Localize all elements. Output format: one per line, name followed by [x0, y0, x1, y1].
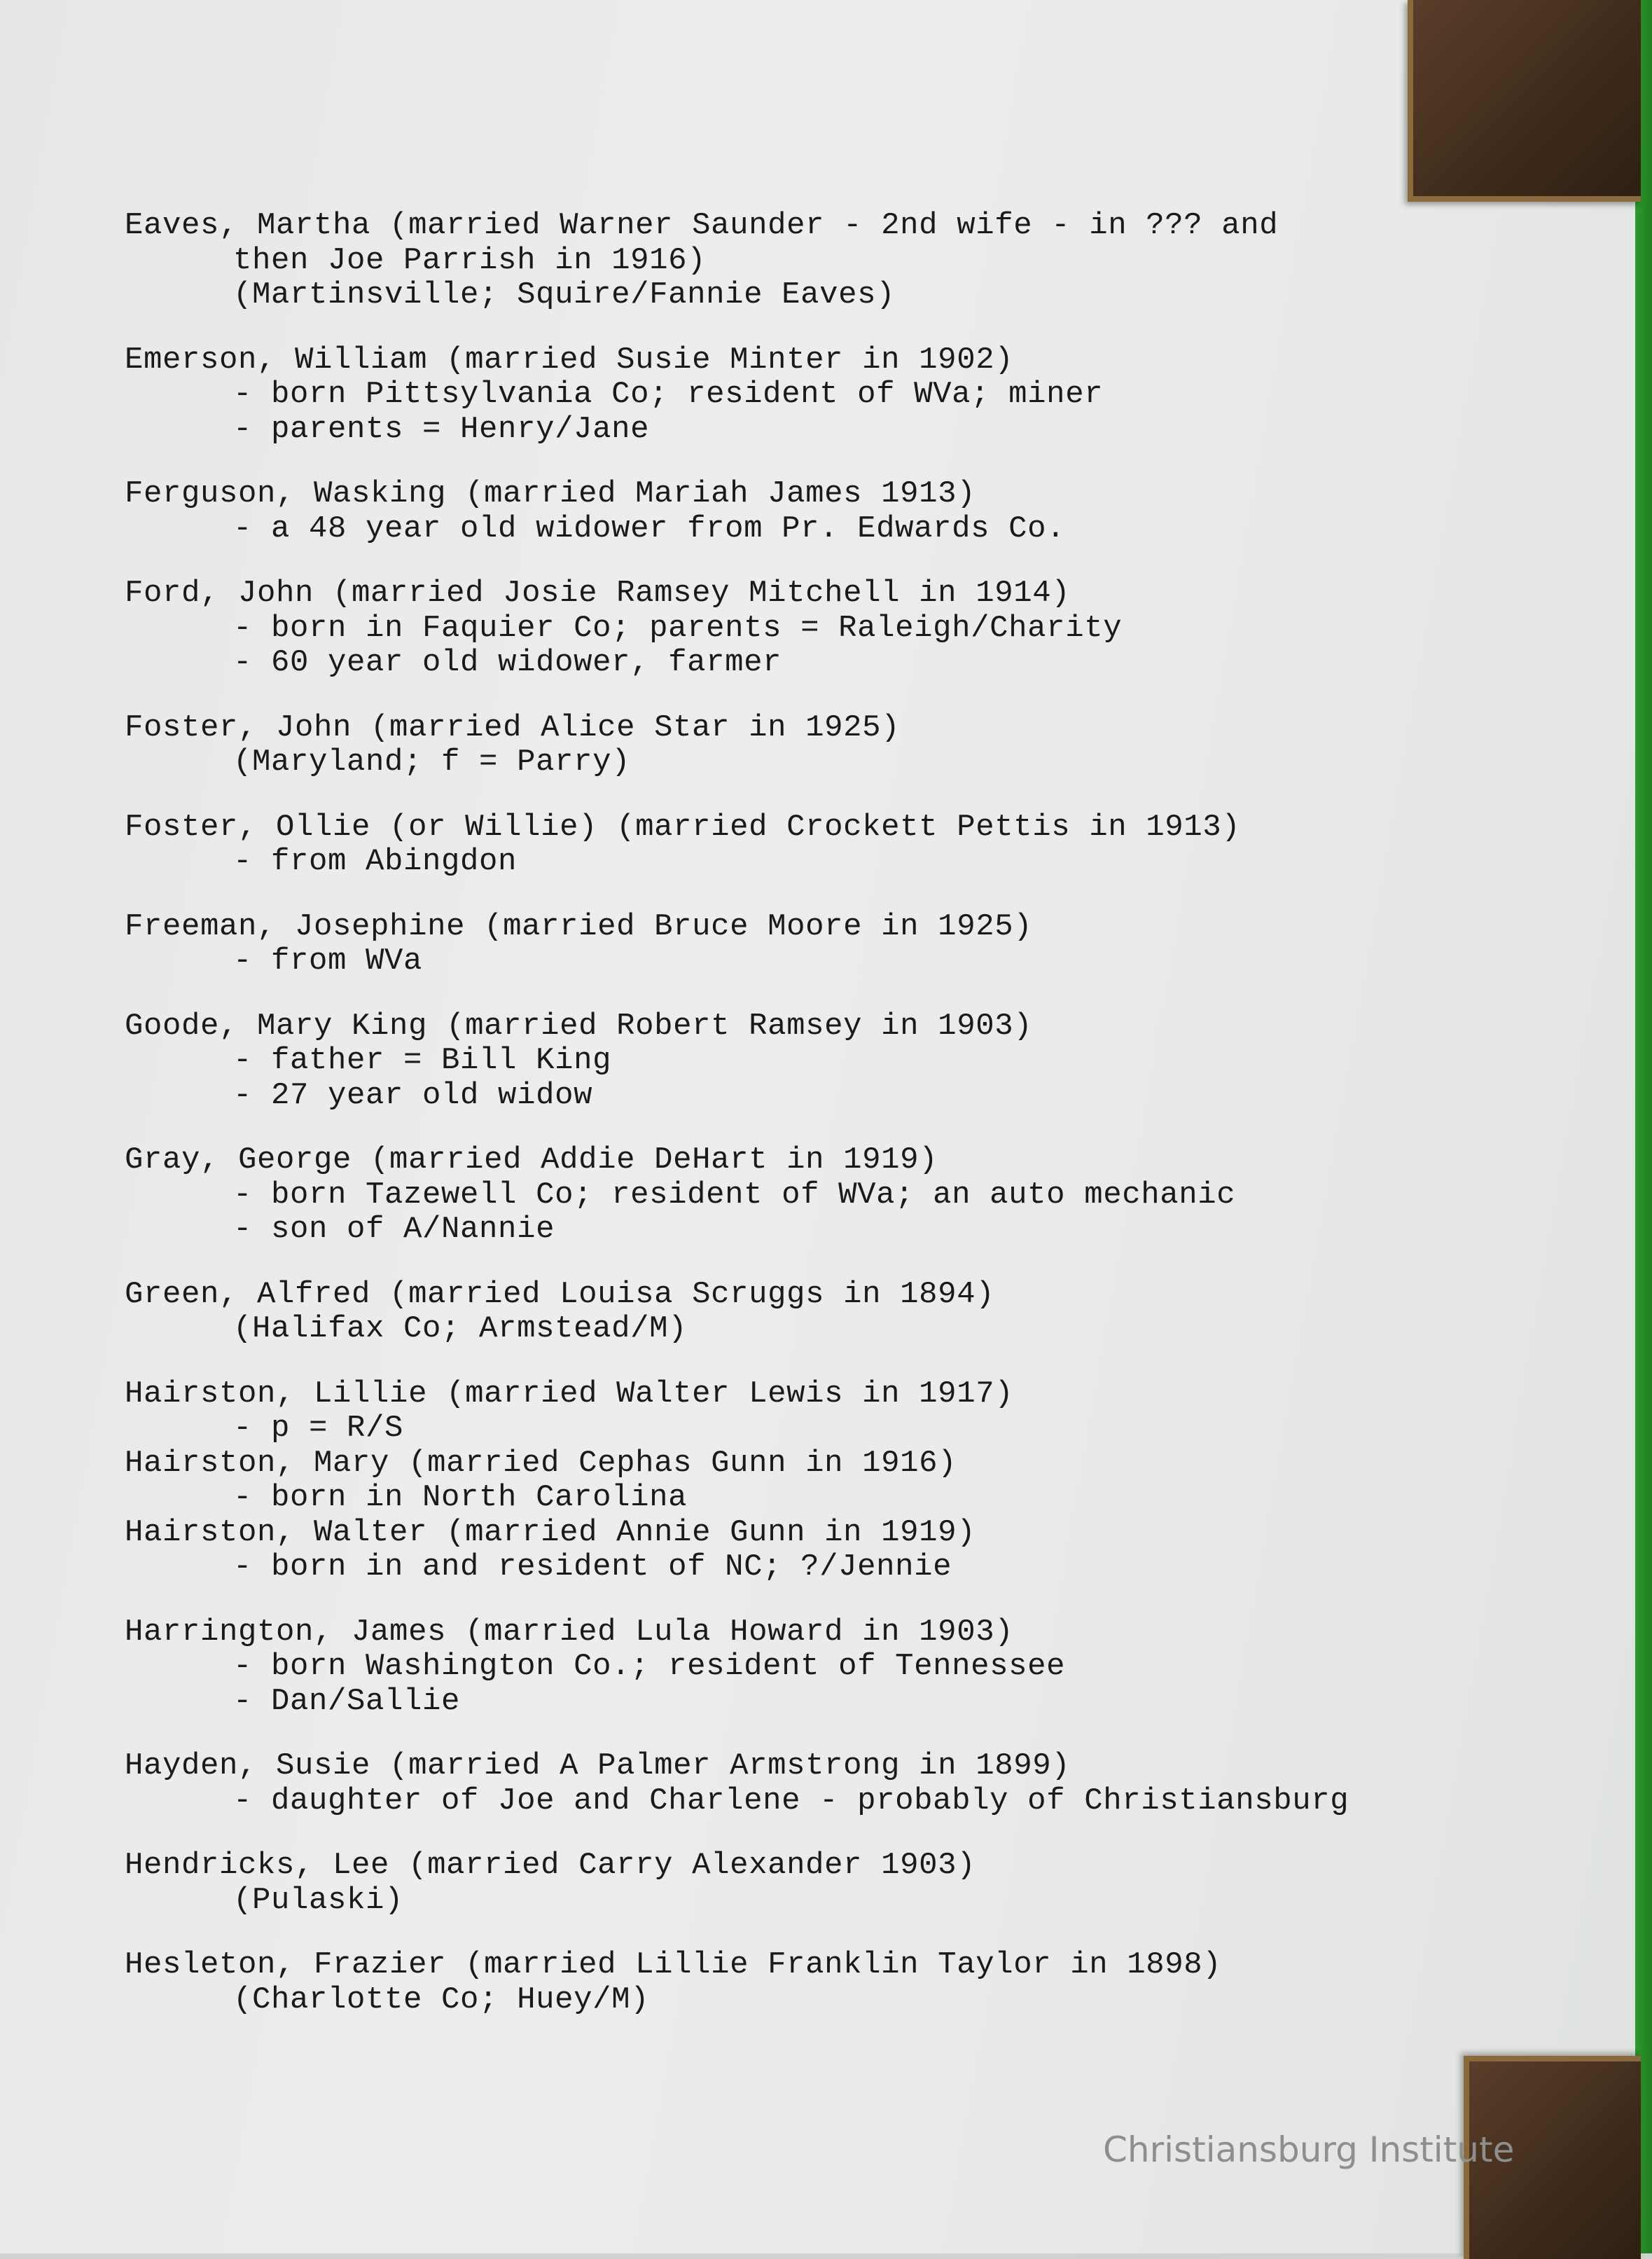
entry-heading: Hesleton, Frazier (married Lillie Franklin Taylor in 1898) [125, 1947, 1222, 1982]
entry-detail: - son of A/Nannie [233, 1212, 555, 1247]
entry-detail: (Martinsville; Squire/Fannie Eaves) [233, 277, 896, 312]
watermark: Christiansburg Institute [1103, 2129, 1515, 2170]
entry-heading: Foster, Ollie (or Willie) (married Crockett Pettis in 1913) [125, 809, 1241, 845]
record-entry [125, 1377, 1455, 1446]
entry-heading: Harrington, James (married Lula Howard in 1903) [125, 1614, 1014, 1650]
record-entry [125, 1749, 1455, 1818]
entry-heading: Foster, John (married Alice Star in 1925) [125, 710, 901, 745]
entry-detail: - parents = Henry/Jane [233, 411, 650, 447]
entry-detail: - born in Faquier Co; parents = Raleigh/Charity [233, 610, 1123, 646]
record-entry [125, 1849, 1455, 1918]
entry-detail: (Charlotte Co; Huey/M) [233, 1982, 650, 2017]
entry-detail: (Maryland; f = Parry) [233, 745, 631, 780]
entry-detail: - born Washington Co.; resident of Tennessee [233, 1649, 1066, 1684]
record-entry [125, 1516, 1455, 1585]
entry-detail: - daughter of Joe and Charlene - probably of Christiansburg [233, 1783, 1349, 1818]
top-corner-clip [1408, 0, 1641, 202]
entry-detail: - born Tazewell Co; resident of WVa; an auto mechanic [233, 1177, 1236, 1213]
entry-detail: then Joe Parrish in 1916) [233, 242, 707, 278]
entry-detail: (Pulaski) [233, 1882, 404, 1918]
record-entry [125, 1143, 1455, 1248]
entry-heading: Freeman, Josephine (married Bruce Moore in 1925) [125, 909, 1033, 944]
entry-heading: Hairston, Walter (married Annie Gunn in 1919) [125, 1514, 976, 1550]
entry-heading: Ferguson, Wasking (married Mariah James 1913) [125, 476, 976, 511]
entry-detail: - Dan/Sallie [233, 1683, 461, 1719]
entry-detail: - 60 year old widower, farmer [233, 645, 782, 680]
entry-heading: Emerson, William (married Susie Minter in 1902) [125, 342, 1014, 378]
entry-heading: Hayden, Susie (married A Palmer Armstrong in 1899) [125, 1748, 1071, 1783]
entry-detail: - a 48 year old widower from Pr. Edwards Co. [233, 511, 1066, 546]
record-entry [125, 1278, 1455, 1347]
green-folder-edge [1635, 0, 1652, 2253]
record-entry [125, 209, 1455, 313]
record-entry [125, 910, 1455, 979]
entry-detail: - 27 year old widow [233, 1077, 593, 1113]
entry-detail: - born in and resident of NC; ?/Jennie [233, 1549, 952, 1584]
entry-detail: - born in North Carolina [233, 1480, 688, 1515]
entry-heading: Ford, John (married Josie Ramsey Mitchell in 1914) [125, 576, 1071, 611]
record-entry [125, 810, 1455, 880]
entry-heading: Hendricks, Lee (married Carry Alexander 1903) [125, 1848, 976, 1883]
record-entry [125, 711, 1455, 780]
record-entry [125, 576, 1455, 681]
entry-detail: - father = Bill King [233, 1043, 612, 1078]
entry-detail: - from WVa [233, 944, 423, 979]
entry-detail: - born Pittsylvania Co; resident of WVa; miner [233, 377, 1104, 412]
record-entry [125, 1009, 1455, 1114]
record-entry [125, 477, 1455, 546]
entry-heading: Gray, George (married Addie DeHart in 1919) [125, 1142, 938, 1177]
record-entry [125, 1446, 1455, 1516]
entry-heading: Green, Alfred (married Louisa Scruggs in 1894) [125, 1276, 995, 1312]
entry-heading: Hairston, Lillie (married Walter Lewis in 1917) [125, 1376, 1014, 1411]
entry-detail: - from Abingdon [233, 844, 518, 879]
entry-detail: - p = R/S [233, 1411, 404, 1446]
record-entry [125, 1948, 1455, 2017]
marriage-record-list [125, 209, 1455, 2047]
record-entry [125, 343, 1455, 448]
entry-heading: Eaves, Martha (married Warner Saunder - 2nd wife - in ??? and [125, 208, 1279, 243]
entry-heading: Hairston, Mary (married Cephas Gunn in 1916) [125, 1445, 957, 1481]
entry-heading: Goode, Mary King (married Robert Ramsey in 1903) [125, 1008, 1033, 1044]
entry-detail: (Halifax Co; Armstead/M) [233, 1311, 688, 1346]
record-entry [125, 1615, 1455, 1720]
